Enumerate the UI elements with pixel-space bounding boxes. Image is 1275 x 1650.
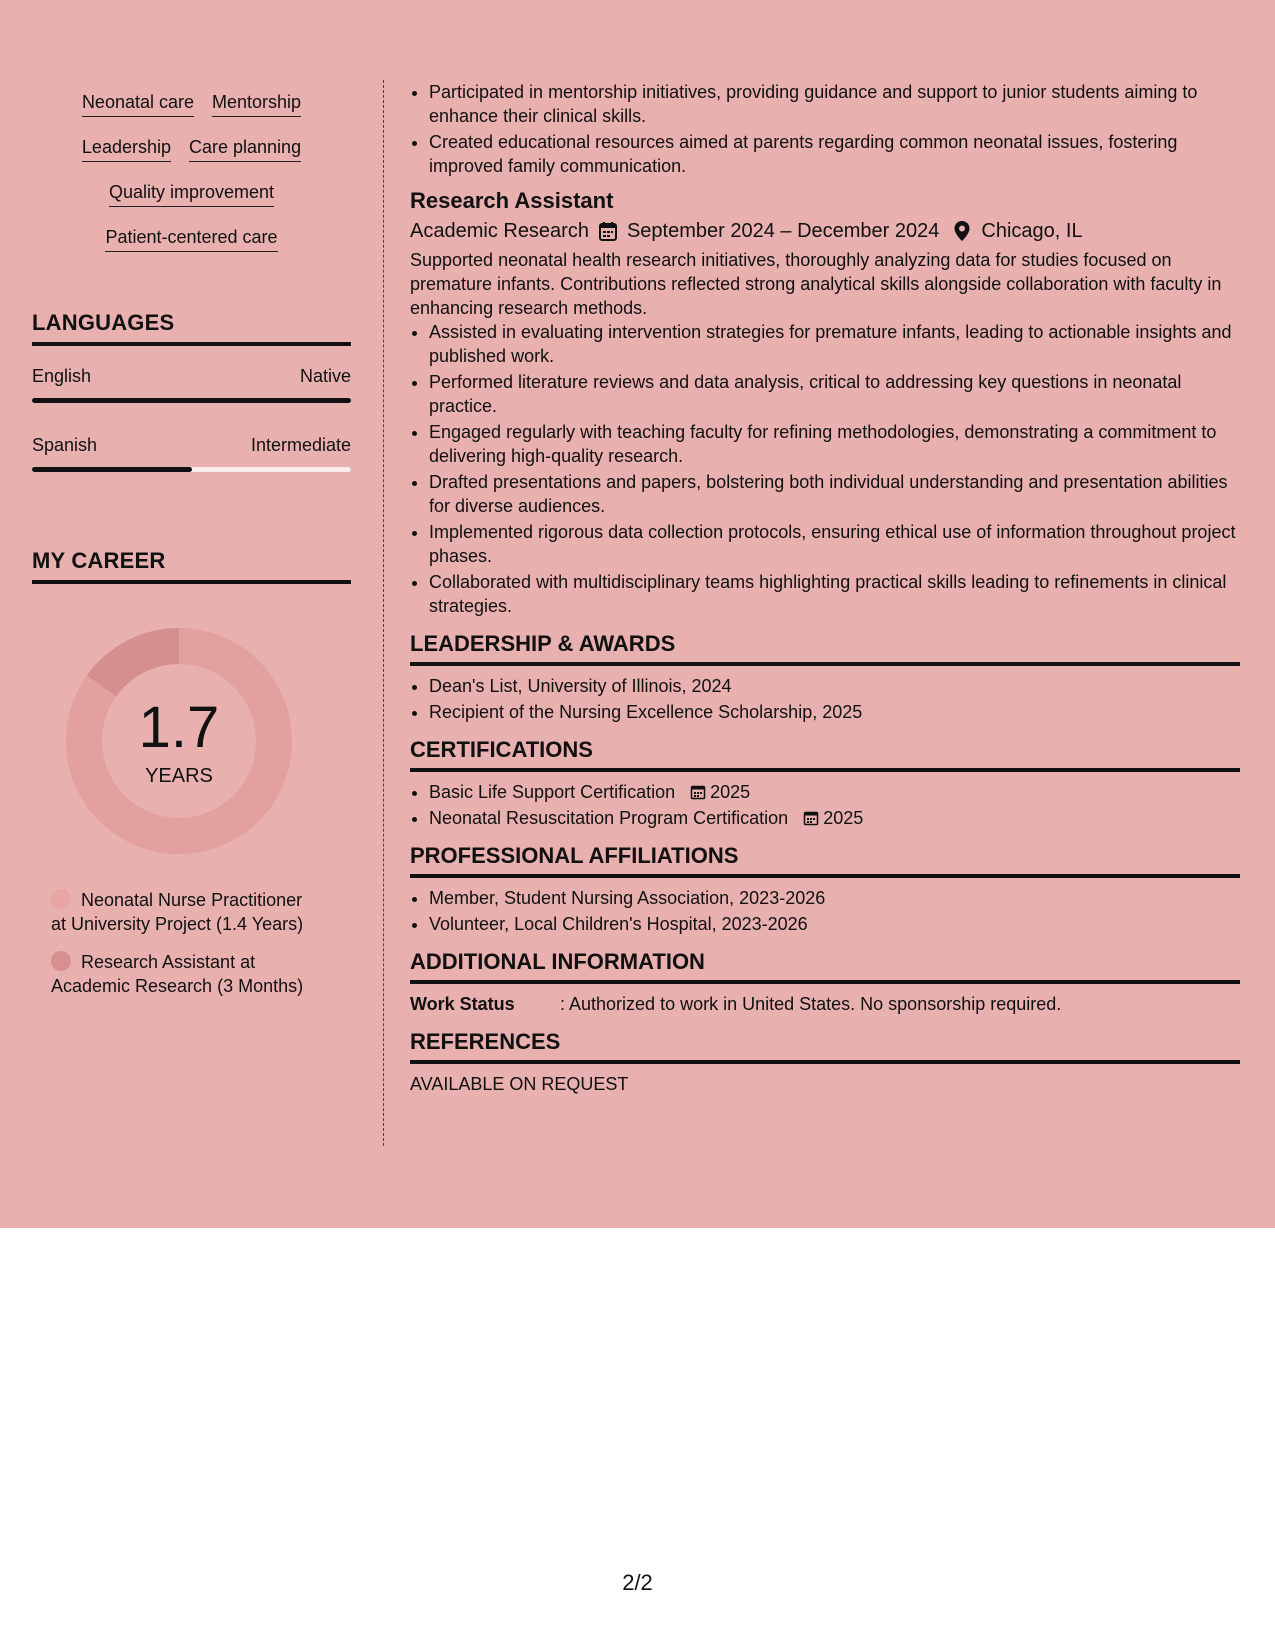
award-item: • Recipient of the Nursing Excellence Scholarship, 2025 [429,700,1240,724]
certification-item [429,806,1240,830]
language-bar-fill [32,467,192,472]
career-legend-item [51,888,321,936]
affiliation-item: • Volunteer, Local Children's Hospital, 2023-2026 [429,912,1240,936]
leadership-heading: LEADERSHIP & AWARDS [410,630,1240,666]
affiliations-heading: PROFESSIONAL AFFILIATIONS [410,842,1240,878]
skill-tag: Neonatal care [82,90,194,117]
language-bar-fill [32,398,351,403]
skills-list [32,80,351,260]
skills-row [32,170,351,215]
skill-tag: Care planning [189,135,301,162]
work-status [410,992,1240,1016]
job-company: Academic Research [410,220,589,242]
bullet-item: • Engaged regularly with teaching faculty for refining methodologies, demonstrating a commitment to delivering high-quality research. [429,420,1240,468]
calendar-icon [803,808,819,824]
references-heading: REFERENCES [410,1028,1240,1064]
award-item: • Dean's List, University of Illinois, 2024 [429,674,1240,698]
language-level: Intermediate [250,435,351,455]
column-divider [383,80,384,1146]
skills-row [32,80,351,125]
bullet-item: • Assisted in evaluating intervention strategies for premature infants, leading to actionable insights and published work. [429,320,1240,368]
references-text: AVAILABLE ON REQUEST [410,1074,629,1094]
bullet-item: • Implemented rigorous data collection protocols, ensuring ethical use of information throughout project phases. [429,520,1240,568]
legend-label: Research Assistant at Academic Research (3 Months) [51,952,304,996]
skill-tag: Mentorship [212,90,301,117]
leadership-list [410,674,1240,724]
language-name: Spanish [32,435,98,455]
calendar-icon [690,782,706,798]
skill-tag: Quality improvement [109,180,274,207]
previous-job-bullets [410,80,1240,178]
skills-row [32,125,351,170]
language-bar [32,467,351,472]
skill-tag: Leadership [82,135,171,162]
affiliation-item: • Member, Student Nursing Association, 2023-2026 [429,886,1240,910]
job-meta [410,216,1240,246]
legend-dot [51,889,71,909]
certifications-list [410,780,1240,830]
job-description: Supported neonatal health research initiatives, thoroughly analyzing data for studies focused on premature infants. Contributions reflected strong analytical skills alongside collaboration with faculty in enhancing research methods. [410,250,1222,318]
career-legend-item [51,950,321,998]
work-status-label: Work Status [410,994,515,1014]
language-item [32,364,351,403]
job-title: Research Assistant [410,188,614,213]
career-heading: MY CAREER [32,548,351,584]
bullet-item: • Created educational resources aimed at parents regarding common neonatal issues, fostering improved family communication. [429,130,1240,178]
certification-item [429,780,1240,804]
language-item [32,433,351,472]
job-location: Chicago, IL [981,220,1083,242]
bullet-item: • Participated in mentorship initiatives, providing guidance and support to junior students aiming to enhance their clinical skills. [429,80,1240,128]
legend-label: Neonatal Nurse Practitioner at University Project (1.4 Years) [51,890,304,934]
languages-heading: LANGUAGES [32,310,351,346]
calendar-icon [597,220,619,242]
job-bullets [410,320,1240,618]
language-bar [32,398,351,403]
certification-name: Neonatal Resuscitation Program Certification [429,808,789,828]
career-legend [51,888,351,998]
skill-tag: Patient-centered care [105,225,277,252]
affiliations-list [410,886,1240,936]
additional-info-heading: ADDITIONAL INFORMATION [410,948,1240,984]
certification-date: 2025 [803,808,863,828]
career-unit: YEARS [145,765,213,787]
bullet-item: • Drafted presentations and papers, bolstering both individual understanding and presentation abilities for diverse audiences. [429,470,1240,518]
certification-date: 2025 [690,782,750,802]
work-status-value: : Authorized to work in United States. No sponsorship required. [560,994,1062,1014]
bullet-item: • Performed literature reviews and data analysis, critical to addressing key questions in neonatal practice. [429,370,1240,418]
right-column [410,80,1240,1096]
career-donut-chart [66,628,292,854]
language-level: Native [299,366,351,386]
career-donut-segment [102,646,179,686]
career-total: 1.7 [138,695,220,760]
left-column [32,80,351,1012]
certification-name: Basic Life Support Certification [429,782,676,802]
legend-dot [51,951,71,971]
certifications-heading: CERTIFICATIONS [410,736,1240,772]
job-dates: September 2024 – December 2024 [626,220,940,242]
bullet-item: • Collaborated with multidisciplinary teams highlighting practical skills leading to refinements in clinical strategies. [429,570,1240,618]
language-name: English [32,366,92,386]
skills-row [32,215,351,260]
page-number: 2/2 [622,1570,653,1595]
location-pin-icon [951,220,973,242]
